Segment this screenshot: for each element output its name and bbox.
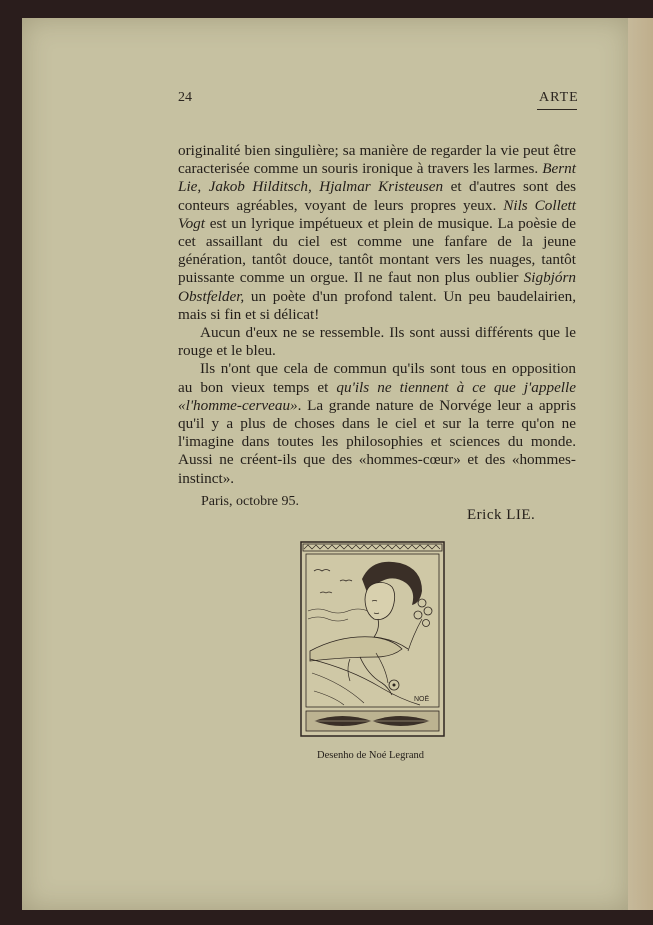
page-number: 24 bbox=[178, 90, 192, 105]
italic-text-run: qu'ils ne tiennent à ce que j'appelle «l'homme-cerveau» bbox=[178, 378, 576, 414]
text-run: Ils n'ont que cela de commun qu'ils sont tous en opposition au bon vieux temps et bbox=[178, 360, 576, 396]
text-run: un poète d'un profond talent. Un peu baudelairien, mais si fin et si délicat! bbox=[178, 287, 576, 323]
paragraph-3 bbox=[178, 360, 576, 487]
title-underline bbox=[537, 109, 577, 110]
article-body bbox=[178, 142, 576, 488]
next-page-edge bbox=[628, 18, 653, 910]
place-date: Paris, octobre 95. bbox=[201, 494, 299, 509]
italic-text-run: Bernt Lie, Jakob Hilditsch, Hjalmar Kristeusen bbox=[178, 160, 576, 196]
text-run: Aucun d'eux ne se ressemble. Ils sont aussi différents que le rouge et le bleu. bbox=[178, 324, 576, 360]
text-run: originalité bien singulière; sa manière de regarder la vie peut être caracterisée comme un souris ironique à travers les larmes. bbox=[178, 142, 576, 178]
artist-monogram: NOË bbox=[414, 696, 430, 703]
italic-text-run: Sigbjórn Obstfelder, bbox=[178, 269, 576, 305]
text-run: est un lyrique impétueux et plein de musique. La poèsie de cet assaillant du ciel est comme une fanfare de la jeune génération, tantôt douce, tantôt montant vers les nuages, tantôt puissante comme un orgue. Il ne faut non plus oublier bbox=[178, 214, 576, 287]
running-title: ARTE bbox=[539, 90, 579, 105]
paragraph-2 bbox=[178, 324, 576, 360]
italic-text-run: Nils Collett Vogt bbox=[178, 196, 576, 232]
author-signature: Erick LIE. bbox=[467, 507, 536, 523]
illustration-caption: Desenho de Noé Legrand bbox=[317, 750, 424, 761]
paragraph-1 bbox=[178, 142, 576, 324]
text-run: et d'autres sont des conteurs agréables, voyant de leurs propres yeux. bbox=[178, 178, 576, 214]
engraving-illustration bbox=[300, 541, 445, 737]
text-run: . La grande nature de Norvége leur a appris qu'il y a plus de choses dans le ciel et sur la terre qu'on ne l'imagine dans toutes les philosophies et sciences du monde. Aussi ne créent-ils que des «hommes-cœur» et des «hommes-instinct». bbox=[178, 396, 576, 487]
